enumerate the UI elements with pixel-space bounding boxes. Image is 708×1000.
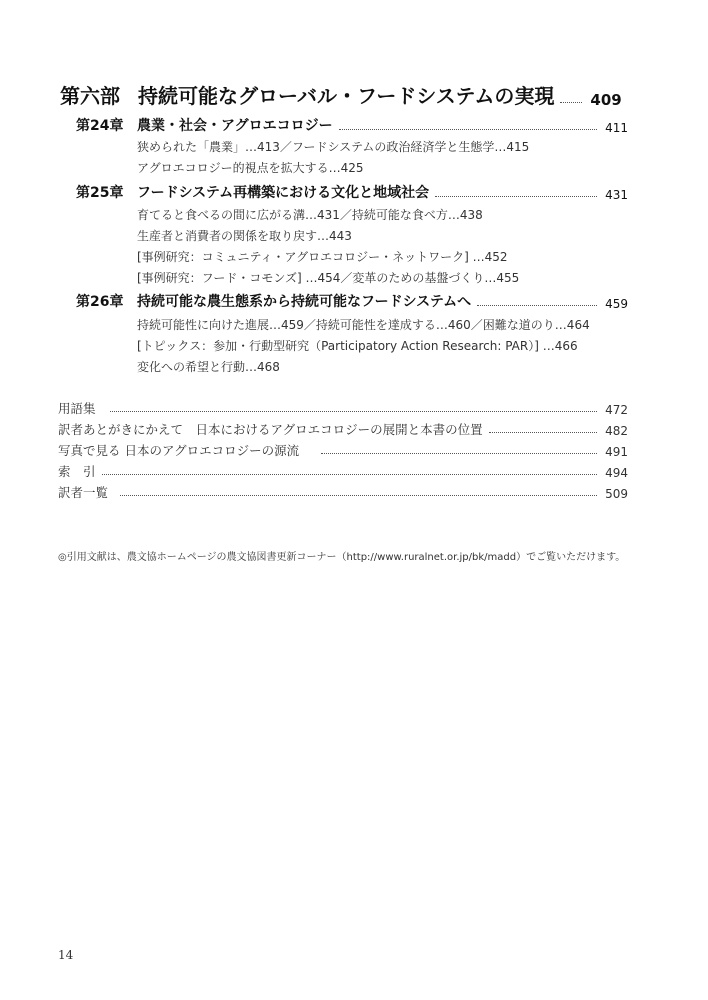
chapter-page: 411	[605, 121, 628, 135]
section-line: [事例研究：フード・コモンズ] …454／変革のための基盤づくり…455	[137, 271, 520, 285]
leader-dots	[321, 453, 597, 454]
part-page: 409	[590, 91, 622, 109]
leader-dots	[489, 432, 597, 433]
leader-dots	[435, 196, 597, 197]
chapter-page: 459	[605, 297, 628, 311]
entry-title: 用語集	[58, 401, 96, 416]
entry-title: 訳者あとがきにかえて 日本におけるアグロエコロジーの展開と本書の位置	[58, 422, 483, 437]
entry-title: 写真で見る 日本のアグロエコロジーの源流	[58, 443, 300, 458]
leader-dots	[120, 495, 597, 496]
section-line: 持続可能性に向けた進展…459／持続可能性を達成する…460／困難な道のり…464	[137, 318, 590, 332]
chapter-label: 第25章	[76, 185, 124, 201]
section-line: 生産者と消費者の関係を取り戻す…443	[137, 229, 352, 243]
leader-dots	[477, 305, 597, 306]
back-matter-photos[interactable]	[58, 441, 628, 459]
section-line: [トピックス：参加・行動型研究（Participatory Action Research: PAR）] …466	[137, 339, 578, 353]
part-label: 第六部	[60, 84, 120, 108]
chapter-page: 431	[605, 188, 628, 202]
entry-title: 索 引	[58, 464, 96, 479]
part-heading	[60, 80, 630, 109]
back-matter-afterword[interactable]	[58, 420, 628, 438]
chapter-24[interactable]	[76, 115, 628, 135]
chapter-title: 持続可能な農生態系から持続可能なフードシステムへ	[137, 294, 472, 310]
leader-dots	[110, 411, 598, 412]
back-matter-glossary[interactable]	[58, 399, 628, 417]
chapter-25[interactable]	[76, 182, 628, 202]
section-line: 変化への希望と行動…468	[137, 360, 280, 374]
section-line: [事例研究：コミュニティ・アグロエコロジー・ネットワーク] …452	[137, 250, 508, 264]
entry-page: 491	[605, 445, 628, 459]
back-matter-translators[interactable]	[58, 483, 628, 501]
leader-dots	[560, 102, 582, 103]
entry-page: 482	[605, 424, 628, 438]
leader-dots	[339, 129, 598, 130]
section-line: アグロエコロジー的視点を拡大する…425	[137, 161, 364, 175]
back-matter-index[interactable]	[58, 462, 628, 480]
chapter-label: 第24章	[76, 118, 124, 134]
chapter-26[interactable]	[76, 291, 628, 311]
entry-page: 472	[605, 403, 628, 417]
part-title: 持続可能なグローバル・フードシステムの実現	[138, 84, 555, 108]
entry-title: 訳者一覧	[58, 485, 109, 500]
page-number: 14	[58, 948, 74, 962]
section-line: 狭められた「農業」…413／フードシステムの政治経済学と生態学…415	[137, 140, 530, 154]
entry-page: 509	[605, 487, 628, 501]
chapter-label: 第26章	[76, 294, 124, 310]
chapter-title: 農業・社会・アグロエコロジー	[137, 118, 333, 134]
leader-dots	[102, 474, 598, 475]
entry-page: 494	[605, 466, 628, 480]
chapter-title: フードシステム再構築における文化と地域社会	[137, 185, 430, 201]
references-note: ◎引用文献は、農文協ホームページの農文協図書更新コーナー（http://www.ruralnet.or.jp/bk/madd）でご覧いただけます。	[58, 552, 626, 563]
section-line: 育てると食べるの間に広がる溝…431／持続可能な食べ方…438	[137, 208, 483, 222]
